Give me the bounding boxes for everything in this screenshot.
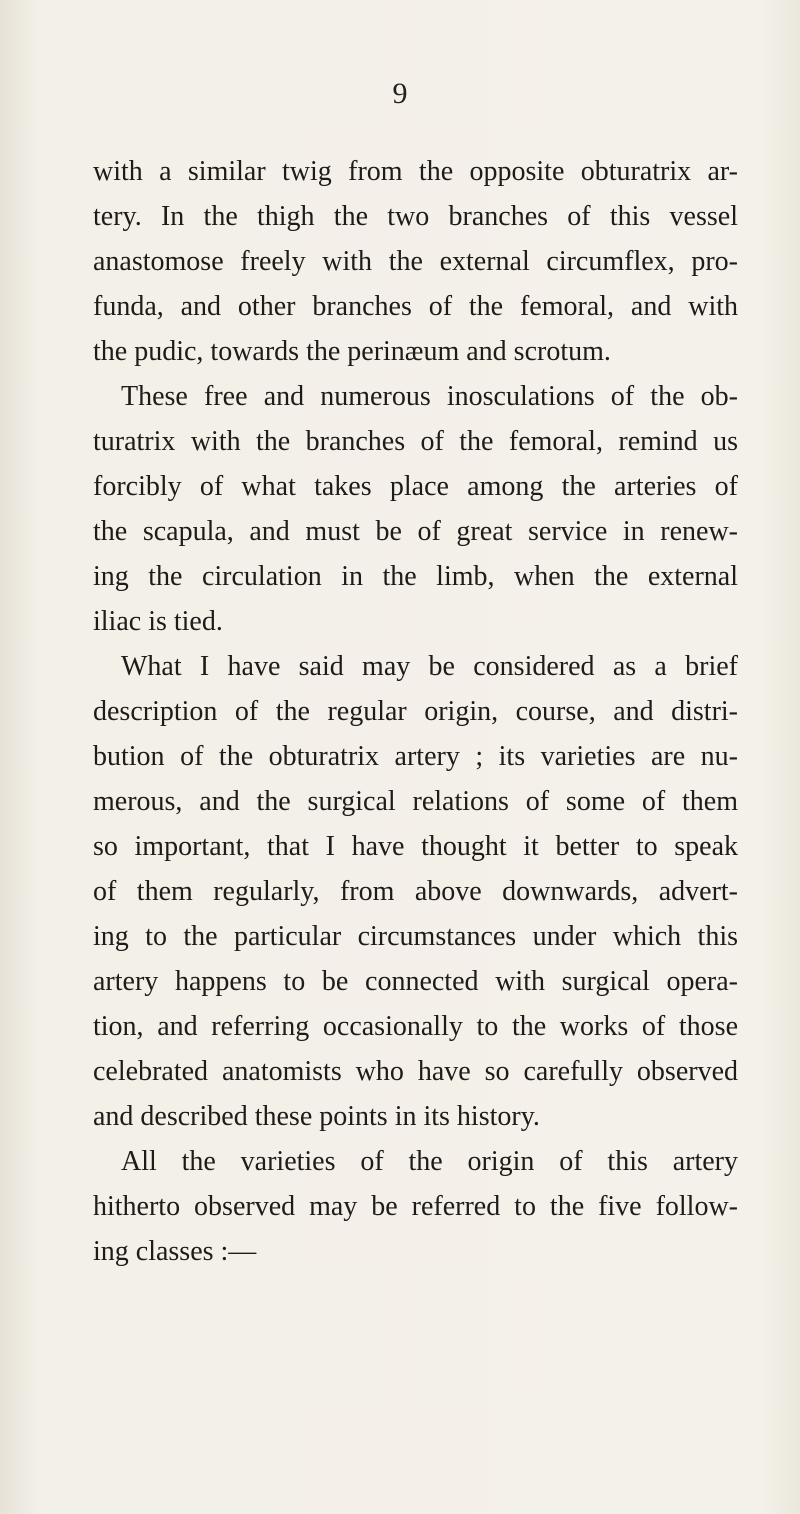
text-line: so important, that I have thought it better to speak: [93, 831, 738, 862]
text-line: iliac is tied.: [93, 606, 223, 637]
text-line: celebrated anatomists who have so carefully observed: [93, 1056, 738, 1087]
text-line: the pudic, towards the perinæum and scrotum.: [93, 336, 611, 367]
paragraph-start-line: These free and numerous inosculations of the ob-: [121, 381, 738, 412]
paragraph-start-line: What I have said may be considered as a brief: [121, 651, 738, 682]
text-line: ing the circulation in the limb, when the external: [93, 561, 738, 592]
text-line: anastomose freely with the external circumflex, pro-: [93, 246, 738, 277]
text-line: description of the regular origin, course, and distri-: [93, 696, 738, 727]
text-line: ing classes :—: [93, 1236, 257, 1267]
text-line: hitherto observed may be referred to the five follow-: [93, 1191, 738, 1222]
text-line: of them regularly, from above downwards, advert-: [93, 876, 738, 907]
text-line: bution of the obturatrix artery ; its varieties are nu-: [93, 741, 738, 772]
text-line: tion, and referring occasionally to the works of those: [93, 1011, 738, 1042]
body-text: [93, 149, 738, 1274]
page-number: 9: [392, 77, 408, 110]
text-line: ing to the particular circumstances under which this: [93, 921, 738, 952]
paragraph-start-line: All the varieties of the origin of this artery: [121, 1146, 738, 1177]
text-line: artery happens to be connected with surgical opera-: [93, 966, 738, 997]
text-line: the scapula, and must be of great service in renew-: [93, 516, 738, 547]
text-line: tery. In the thigh the two branches of this vessel: [93, 201, 738, 232]
text-line: forcibly of what takes place among the arteries of: [93, 471, 738, 502]
text-line: funda, and other branches of the femoral, and with: [93, 291, 738, 322]
text-line: and described these points in its history.: [93, 1101, 540, 1132]
text-line: with a similar twig from the opposite obturatrix ar-: [93, 156, 738, 187]
text-line: merous, and the surgical relations of some of them: [93, 786, 738, 817]
text-line: turatrix with the branches of the femoral, remind us: [93, 426, 738, 457]
